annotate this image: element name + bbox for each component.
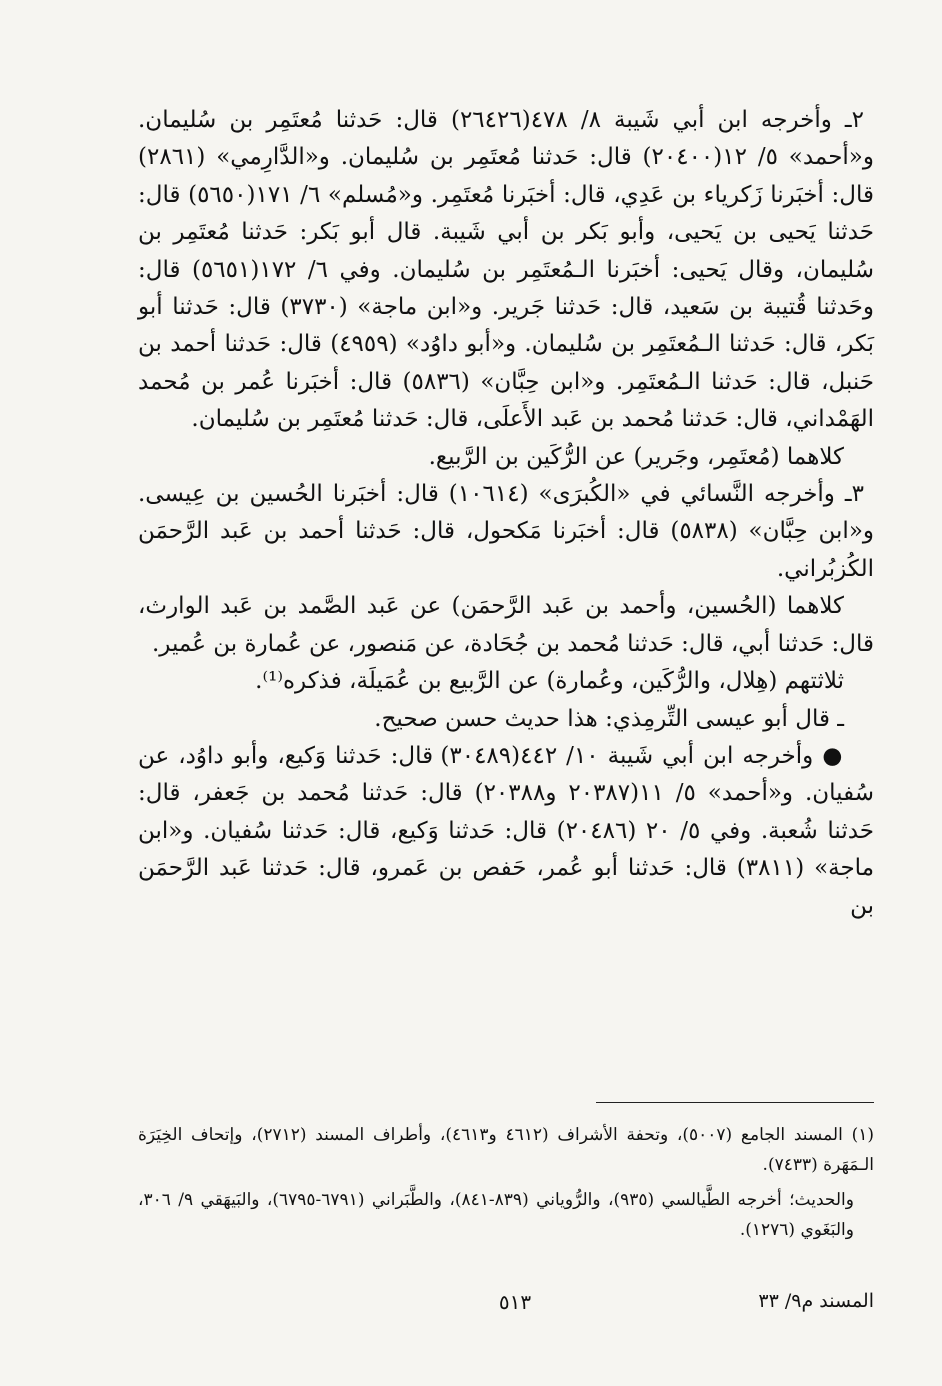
paragraph: كلاهما (مُعتَمِر، وجَرير) عن الرُّكَين بن الرَّبيع. — [428, 443, 844, 470]
footnote-separator — [596, 1102, 874, 1103]
main-text — [138, 102, 874, 925]
paragraph: ثلاثتهم (هِلال، والرُّكَين، وعُمارة) عن الرَّبيع بن عُمَيلَة، فذكره⁽¹⁾. — [255, 668, 844, 695]
footnote: (١) المسند الجامع (٥٠٠٧)، وتحفة الأشراف (٤٦١٢ و٤٦١٣)، وأطراف المسند (٢٧١٢)، وإتحاف الخِيَرَة الـمَهَرة (٧٤٣٣). — [138, 1125, 874, 1175]
paragraph: ـ قال أبو عيسى التِّرمِذي: هذا حديث حسن صحيح. — [374, 705, 844, 732]
paragraph: ● وأخرجه ابن أبي شَيبة ١٠/ ٤٤٢(٣٠٤٨٩) قال: حَدثنا وَكيع، وأبو داوُد، عن سُفيان. و«أحمد» ٥/ ١١(٢٠٣٨٧ و٢٠٣٨٨) قال: حَدثنا مُحمد بن جَعفر، قال: حَدثنا شُعبة. وفي ٥/ ٢٠ (٢٠٤٨٦) قال: حَدثنا وَكيع، قال: حَدثنا سُفيان. و«ابن ماجة» (٣٨١١) قال: حَدثنا أبو عُمر، حَفص بن عَمرو، قال: حَدثنا عَبد الرَّحمَن بن — [138, 742, 875, 919]
volume-mark: المسند م٩/ ٣٣ — [758, 1290, 874, 1312]
folio — [0, 1290, 942, 1320]
paragraph: ٢ـ وأخرجه ابن أبي شَيبة ٨/ ٤٧٨(٢٦٤٢٦) قال: حَدثنا مُعتَمِر بن سُليمان. و«أحمد» ٥/ ١٢(٢٠٤٠٠) قال: حَدثنا مُعتَمِر بن سُليمان. و«الدَّارِمي» (٢٨٦١) قال: أخبَرنا زَكرياء بن عَدِي، قال: أخبَرنا مُعتَمِر. و«مُسلم» ٦/ ١٧١(٥٦٥٠) قال: حَدثنا يَحيى بن يَحيى، وأبو بَكر بن أبي شَيبة. قال أبو بَكر: حَدثنا مُعتَمِر بن سُليمان، وقال يَحيى: أخبَرنا الـمُعتَمِر بن سُليمان. وفي ٦/ ١٧٢(٥٦٥١) قال: وحَدثنا قُتيبة بن سَعيد، قال: حَدثنا جَرير. و«ابن ماجة» (٣٧٣٠) قال: حَدثنا أبو بَكر، قال: حَدثنا الـمُعتَمِر بن سُليمان. و«أبو داوُد» (٤٩٥٩) قال: حَدثنا أحمد بن حَنبل، قال: حَدثنا الـمُعتَمِر. و«ابن حِبَّان» (٥٨٣٦) قال: أخبَرنا عُمر بن مُحمد الهَمْداني، قال: حَدثنا مُحمد بن عَبد الأَعلَى، قال: حَدثنا مُعتَمِر بن سُليمان. — [138, 107, 875, 433]
paragraph: ٣ـ وأخرجه النَّسائي في «الكُبرَى» (١٠٦١٤) قال: أخبَرنا الحُسين بن عِيسى. و«ابن حِبَّان» (٥٨٣٨) قال: أخبَرنا مَكحول، قال: حَدثنا أحمد بن عَبد الرَّحمَن الكُزبُراني. — [138, 481, 875, 582]
page-number: ٥١٣ — [498, 1290, 532, 1314]
footnote: والحديث؛ أخرجه الطَّيالسي (٩٣٥)، والرُّوياني (٨٣٩-٨٤١)، والطَّبَراني (٦٧٩١-٦٧٩٥)، والبَيهَقي ٩/ ٣٠٦، والبَغَوي (١٢٧٦). — [138, 1190, 854, 1240]
paragraph: كلاهما (الحُسين، وأحمد بن عَبد الرَّحمَن) عن عَبد الصَّمد بن عَبد الوارث، قال: حَدثنا أبي، قال: حَدثنا مُحمد بن جُحَادة، عن مَنصور، عن عُمارة بن عُمير. — [138, 593, 874, 657]
footnotes — [138, 1120, 874, 1250]
